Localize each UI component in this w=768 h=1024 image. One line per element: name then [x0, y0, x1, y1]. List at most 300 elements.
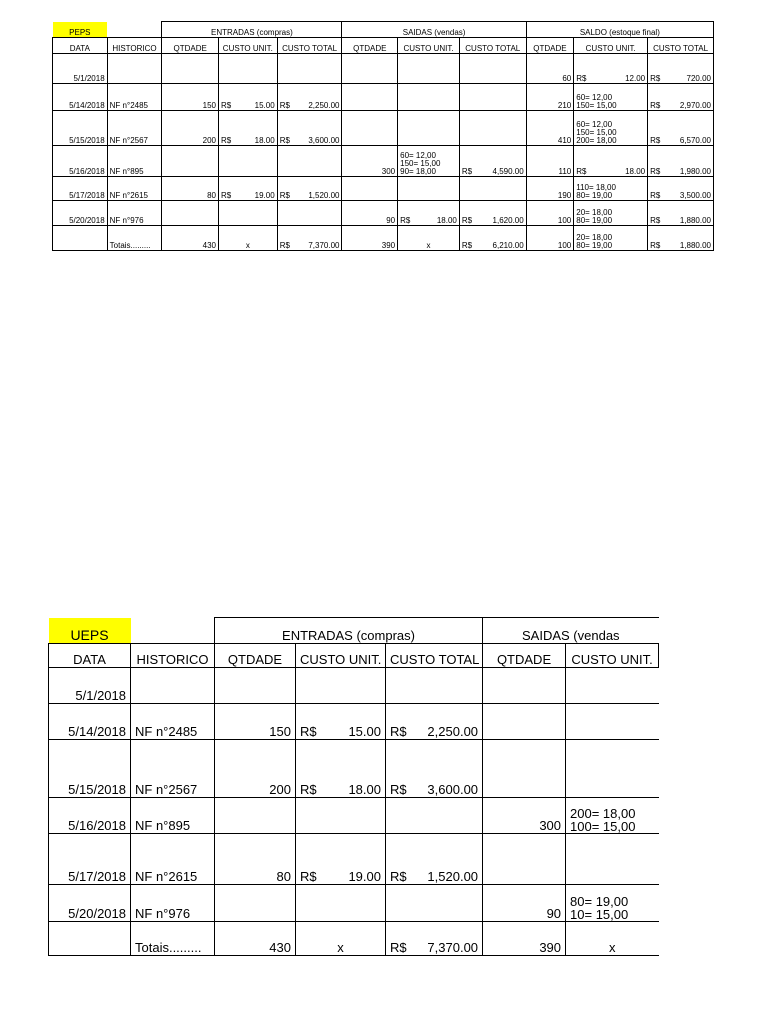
entrada-qtd-value: 150	[269, 724, 291, 739]
saldo-qtd-value: 110	[558, 167, 572, 176]
ueps-header-data: DATA	[49, 644, 131, 668]
entrada-unit-cell-value: 18.00	[254, 136, 275, 145]
entrada-total-cell-wrap	[280, 136, 340, 145]
entrada-total-cell	[277, 201, 342, 226]
currency-symbol: R$	[650, 74, 661, 83]
total-entrada-total-value: 7,370.00	[308, 241, 340, 250]
date-value: 5/17/2018	[69, 191, 105, 200]
total-saida-qtd	[342, 226, 398, 251]
total-saldo-qtd-value: 100	[557, 241, 572, 250]
saida-unit-cell	[398, 201, 460, 226]
currency-symbol: R$	[400, 216, 411, 225]
saida-qtd-cell	[483, 740, 566, 798]
saldo-qtd-cell	[526, 177, 574, 201]
historico-value: NF n°895	[135, 818, 191, 833]
currency-symbol: R$	[300, 724, 317, 739]
peps-header-qtdade: QTDADE	[342, 38, 398, 54]
historico-value: NF n°976	[109, 216, 144, 225]
saida-total-cell	[459, 54, 526, 84]
historico-cell	[131, 885, 215, 922]
entrada-qtd-value: 80	[276, 869, 291, 884]
currency-symbol: R$	[650, 167, 661, 176]
entrada-unit-cell	[218, 84, 277, 111]
entrada-qtd-value: 200	[202, 136, 216, 145]
total-entrada-unit-value: x	[245, 241, 250, 250]
entrada-qtd-value: 200	[269, 782, 291, 797]
total-saldo-total-wrap	[650, 241, 711, 250]
entrada-total-cell-value: 2,250.00	[427, 724, 479, 739]
saldo-total-cell-value: 2,970.00	[679, 101, 711, 110]
table-row	[53, 84, 714, 111]
entrada-qtd-cell	[162, 84, 219, 111]
date-value: 5/20/2018	[68, 906, 126, 921]
cost-layer-line: 80= 19,00	[576, 216, 613, 225]
cost-layer-line: 200= 18,00	[570, 806, 636, 821]
saida-qtd-cell	[483, 885, 566, 922]
saida-qtd-cell	[342, 201, 398, 226]
entrada-qtd-value: 150	[202, 101, 216, 110]
saldo-unit-cell-value: 18.00	[625, 167, 646, 176]
historico-cell	[131, 704, 215, 740]
cost-layer-line: 100= 15,00	[570, 819, 636, 834]
currency-symbol: R$	[576, 167, 587, 176]
saldo-qtd-value: 210	[557, 101, 572, 110]
peps-header-qtdade: QTDADE	[162, 38, 219, 54]
saldo-total-cell	[648, 201, 714, 226]
saldo-unit-cell	[574, 201, 648, 226]
entrada-qtd-cell	[215, 668, 296, 704]
peps-header-custo-unit: CUSTO UNIT.	[218, 38, 277, 54]
saida-unit-cell-value: 18.00	[436, 216, 457, 225]
entrada-total-cell-wrap	[390, 724, 478, 739]
saida-unit-cell-lines	[570, 807, 655, 833]
currency-symbol: R$	[279, 191, 290, 200]
date-cell	[49, 834, 131, 885]
total-entrada-unit	[218, 226, 277, 251]
ueps-body	[49, 668, 659, 956]
historico-cell	[131, 668, 215, 704]
currency-symbol: R$	[390, 940, 407, 955]
entrada-unit-cell	[296, 704, 386, 740]
total-saida-qtd-value: 390	[381, 241, 396, 250]
historico-cell	[131, 834, 215, 885]
saida-unit-cell	[566, 885, 659, 922]
total-entrada-total-wrap	[390, 940, 478, 955]
total-entrada-qtd	[215, 922, 296, 956]
saldo-total-cell-wrap	[650, 191, 711, 200]
currency-symbol: R$	[461, 241, 473, 250]
total-entrada-qtd-value: 430	[269, 940, 291, 955]
entrada-total-cell	[277, 146, 342, 177]
totals-label-cell	[107, 226, 162, 251]
entrada-unit-cell-value: 19.00	[254, 191, 275, 200]
entrada-total-cell	[386, 704, 483, 740]
saldo-unit-cell-lines	[576, 184, 645, 200]
saldo-unit-cell	[574, 84, 648, 111]
saldo-unit-cell-lines	[576, 121, 645, 145]
saldo-qtd-cell	[526, 146, 574, 177]
historico-cell	[107, 111, 162, 146]
entrada-total-cell	[386, 798, 483, 834]
date-value: 5/15/2018	[68, 782, 126, 797]
saida-qtd-value: 300	[381, 167, 396, 176]
saida-qtd-cell	[483, 668, 566, 704]
saldo-unit-cell-value: 12.00	[625, 74, 646, 83]
total-entrada-total	[386, 922, 483, 956]
historico-value: NF n°2567	[135, 782, 198, 797]
currency-symbol: R$	[279, 241, 290, 250]
total-saida-total-value: 6,210.00	[492, 241, 524, 250]
peps-header-custo-total: CUSTO TOTAL	[648, 38, 714, 54]
saldo-qtd-cell	[526, 111, 574, 146]
entrada-unit-cell-wrap	[300, 724, 381, 739]
saldo-qtd-value: 190	[557, 191, 572, 200]
saida-qtd-value: 90	[386, 216, 396, 225]
table-row	[49, 834, 659, 885]
currency-symbol: R$	[220, 191, 232, 200]
peps-header-custo-unit: CUSTO UNIT.	[398, 38, 460, 54]
date-value: 5/14/2018	[69, 101, 105, 110]
total-entrada-unit	[296, 922, 386, 956]
currency-symbol: R$	[300, 869, 317, 884]
date-value: 5/16/2018	[68, 818, 126, 833]
peps-header-custo-total: CUSTO TOTAL	[277, 38, 342, 54]
entrada-qtd-cell	[215, 798, 296, 834]
entrada-unit-cell-wrap	[221, 191, 275, 200]
saida-qtd-cell	[483, 834, 566, 885]
saldo-unit-cell	[574, 146, 648, 177]
saldo-qtd-value: 60	[562, 74, 572, 83]
entrada-total-cell	[277, 54, 342, 84]
entrada-unit-cell	[218, 146, 277, 177]
historico-cell	[131, 798, 215, 834]
saida-qtd-value: 300	[539, 818, 562, 833]
cost-layer-line: 10= 15,00	[570, 907, 629, 922]
historico-cell	[131, 740, 215, 798]
cost-layer-line: 150= 15,00	[576, 128, 617, 137]
saldo-qtd-cell	[526, 54, 574, 84]
entrada-total-cell	[277, 84, 342, 111]
entrada-total-cell-wrap	[390, 869, 478, 884]
entrada-unit-cell	[296, 740, 386, 798]
date-cell	[49, 798, 131, 834]
saida-qtd-cell	[342, 111, 398, 146]
currency-symbol: R$	[279, 101, 290, 110]
entrada-unit-cell-wrap	[300, 869, 381, 884]
saida-qtd-cell	[342, 84, 398, 111]
saida-qtd-cell	[483, 798, 566, 834]
entrada-total-cell-value: 2,250.00	[308, 101, 340, 110]
currency-symbol: R$	[461, 216, 473, 225]
currency-symbol: R$	[650, 216, 661, 225]
entrada-qtd-cell	[162, 54, 219, 84]
totals-label: Totais.........	[135, 940, 202, 955]
date-cell	[49, 885, 131, 922]
saida-qtd-cell	[342, 146, 398, 177]
saldo-total-cell	[648, 177, 714, 201]
ueps-header-custo-unit: CUSTO UNIT.	[296, 644, 386, 668]
entrada-qtd-cell	[215, 885, 296, 922]
total-saldo-total	[648, 226, 714, 251]
saldo-qtd-cell	[526, 84, 574, 111]
currency-symbol: R$	[650, 191, 661, 200]
entrada-qtd-cell	[162, 146, 219, 177]
total-saldo-unit	[574, 226, 648, 251]
saida-unit-cell-lines	[400, 152, 457, 176]
cost-layer-line: 80= 19,00	[576, 191, 613, 200]
total-saldo-qtd	[526, 226, 574, 251]
date-value: 5/17/2018	[68, 869, 126, 884]
entrada-qtd-cell	[162, 177, 219, 201]
saldo-unit-cell	[574, 54, 648, 84]
saldo-total-cell-wrap	[650, 216, 711, 225]
saida-unit-cell	[398, 84, 460, 111]
cost-layer-line: 60= 12,00	[576, 120, 613, 129]
saldo-total-cell-value: 720.00	[686, 74, 711, 83]
entrada-unit-cell	[218, 201, 277, 226]
historico-value: NF n°895	[109, 167, 144, 176]
table-row	[53, 201, 714, 226]
entrada-total-cell	[277, 111, 342, 146]
currency-symbol: R$	[279, 136, 290, 145]
historico-cell	[107, 84, 162, 111]
entrada-qtd-cell	[162, 201, 219, 226]
saldo-total-cell	[648, 111, 714, 146]
historico-cell	[107, 146, 162, 177]
ueps-header-custo-unit: CUSTO UNIT.	[566, 644, 659, 668]
totals-row	[53, 226, 714, 251]
cost-layer-line: 110= 18,00	[576, 183, 616, 192]
cost-layer-line: 20= 18,00	[576, 233, 613, 242]
saida-total-cell-wrap	[462, 216, 524, 225]
currency-symbol: R$	[390, 782, 407, 797]
table-row	[49, 704, 659, 740]
historico-value: NF n°976	[135, 906, 191, 921]
ueps-group-entradas: ENTRADAS (compras)	[215, 618, 483, 644]
saida-qtd-cell	[342, 54, 398, 84]
entrada-total-cell	[386, 668, 483, 704]
saida-unit-cell	[398, 54, 460, 84]
currency-symbol: R$	[461, 167, 473, 176]
ueps-header-qtdade: QTDADE	[483, 644, 566, 668]
cost-layer-line: 80= 19,00	[576, 241, 613, 250]
peps-header-data: DATA	[53, 38, 108, 54]
saldo-total-cell-value: 3,500.00	[679, 191, 711, 200]
entrada-unit-cell	[296, 668, 386, 704]
entrada-qtd-cell	[215, 834, 296, 885]
entrada-unit-cell-wrap	[300, 782, 381, 797]
historico-cell	[107, 54, 162, 84]
total-entrada-total	[277, 226, 342, 251]
date-value: 5/16/2018	[69, 167, 105, 176]
saida-unit-cell	[398, 111, 460, 146]
ueps-group-saidas: SAIDAS (vendas	[483, 618, 659, 644]
entrada-total-cell-wrap	[390, 782, 478, 797]
total-entrada-unit-value: x	[337, 940, 344, 955]
saldo-unit-cell	[574, 177, 648, 201]
date-cell	[53, 177, 108, 201]
date-value: 5/1/2018	[73, 74, 105, 83]
cost-layer-line: 20= 18,00	[576, 208, 613, 217]
saldo-total-cell-wrap	[650, 167, 711, 176]
date-value: 5/1/2018	[75, 688, 126, 703]
saldo-total-cell-wrap	[650, 101, 711, 110]
date-value: 5/15/2018	[69, 136, 105, 145]
entrada-unit-cell-wrap	[221, 101, 275, 110]
currency-symbol: R$	[220, 101, 232, 110]
saida-unit-cell	[566, 740, 659, 798]
entrada-total-cell	[386, 740, 483, 798]
entrada-total-cell-wrap	[280, 191, 340, 200]
entrada-total-cell	[277, 177, 342, 201]
saida-unit-cell	[566, 704, 659, 740]
entrada-unit-cell	[218, 54, 277, 84]
saida-total-cell	[459, 84, 526, 111]
entrada-unit-cell	[218, 177, 277, 201]
entrada-total-cell-value: 3,600.00	[427, 782, 479, 797]
saida-qtd-value: 90	[546, 906, 562, 921]
entrada-total-cell	[386, 885, 483, 922]
saida-unit-cell	[566, 834, 659, 885]
saida-unit-cell	[566, 668, 659, 704]
saldo-qtd-value: 100	[557, 216, 572, 225]
total-saida-qtd-value: 390	[539, 940, 562, 955]
saldo-total-cell-value: 1,980.00	[679, 167, 711, 176]
saldo-unit-cell-wrap	[576, 167, 645, 176]
saida-total-cell	[459, 177, 526, 201]
peps-header-custo-total: CUSTO TOTAL	[459, 38, 526, 54]
entrada-unit-cell	[296, 885, 386, 922]
entrada-qtd-cell	[215, 740, 296, 798]
entrada-qtd-cell	[215, 704, 296, 740]
empty-cell	[53, 226, 108, 251]
entrada-unit-cell-value: 18.00	[348, 782, 381, 797]
entrada-total-cell-value: 1,520.00	[427, 869, 479, 884]
historico-value: NF n°2485	[135, 724, 198, 739]
date-cell	[49, 740, 131, 798]
table-row	[53, 177, 714, 201]
cost-layer-line: 90= 18,00	[400, 167, 436, 176]
entrada-unit-cell-value: 15.00	[348, 724, 381, 739]
total-saldo-total-value: 1,880.00	[679, 241, 711, 250]
entrada-total-cell-wrap	[280, 101, 340, 110]
historico-value: NF n°2615	[109, 191, 148, 200]
currency-symbol: R$	[650, 101, 661, 110]
entrada-total-cell-value: 1,520.00	[308, 191, 340, 200]
total-saida-unit	[398, 226, 460, 251]
historico-cell	[107, 177, 162, 201]
total-entrada-qtd-value: 430	[202, 241, 216, 250]
total-entrada-qtd	[162, 226, 219, 251]
currency-symbol: R$	[650, 241, 661, 250]
date-cell	[49, 668, 131, 704]
ueps-header-historico: HISTORICO	[131, 644, 215, 668]
cost-layer-line: 200= 18,00	[576, 136, 617, 145]
saida-unit-cell	[566, 798, 659, 834]
saida-unit-cell	[398, 177, 460, 201]
saldo-unit-cell-lines	[576, 209, 645, 225]
date-value: 5/20/2018	[69, 216, 105, 225]
peps-body	[53, 54, 714, 251]
date-cell	[53, 111, 108, 146]
saldo-unit-cell	[574, 111, 648, 146]
peps-group-saldo: SALDO (estoque final)	[526, 22, 713, 38]
date-cell	[53, 54, 108, 84]
saldo-total-cell	[648, 146, 714, 177]
saida-total-cell	[459, 146, 526, 177]
saida-total-cell-wrap	[462, 167, 524, 176]
table-row	[49, 668, 659, 704]
entrada-qtd-value: 80	[207, 191, 216, 200]
date-value: 5/14/2018	[68, 724, 126, 739]
saida-unit-cell-wrap	[400, 216, 457, 225]
saida-unit-cell-lines	[570, 895, 655, 921]
cost-layer-line: 80= 19,00	[570, 894, 629, 909]
currency-symbol: R$	[300, 782, 317, 797]
empty-cell	[49, 922, 131, 956]
saldo-total-cell-value: 6,570.00	[679, 136, 711, 145]
saldo-total-cell-wrap	[650, 74, 711, 83]
total-saida-qtd	[483, 922, 566, 956]
date-cell	[53, 146, 108, 177]
total-saida-unit-value: x	[609, 940, 616, 955]
cost-layer-line: 60= 12,00	[400, 151, 436, 160]
total-saida-total-wrap	[462, 241, 524, 250]
entrada-unit-cell-wrap	[221, 136, 275, 145]
saida-total-cell-value: 4,590.00	[492, 167, 524, 176]
entrada-unit-cell-value: 15.00	[254, 101, 275, 110]
saldo-qtd-value: 410	[557, 136, 572, 145]
saida-qtd-cell	[342, 177, 398, 201]
saida-total-cell	[459, 111, 526, 146]
totals-label: Totais.........	[109, 241, 151, 250]
saldo-unit-cell-wrap	[576, 74, 645, 83]
saida-unit-cell	[398, 146, 460, 177]
entrada-qtd-cell	[162, 111, 219, 146]
historico-cell	[107, 201, 162, 226]
entrada-unit-cell-value: 19.00	[348, 869, 381, 884]
ueps-header-qtdade: QTDADE	[215, 644, 296, 668]
saida-total-cell-value: 1,620.00	[492, 216, 524, 225]
entrada-total-cell-value: 3,600.00	[308, 136, 340, 145]
total-saida-unit	[566, 922, 659, 956]
saldo-total-cell	[648, 54, 714, 84]
table-row	[53, 111, 714, 146]
currency-symbol: R$	[650, 136, 661, 145]
saida-qtd-cell	[483, 704, 566, 740]
entrada-unit-cell	[218, 111, 277, 146]
date-cell	[53, 201, 108, 226]
table-row	[49, 740, 659, 798]
saldo-total-cell	[648, 84, 714, 111]
saldo-total-cell-value: 1,880.00	[679, 216, 711, 225]
total-saldo-unit-lines	[576, 234, 645, 250]
cost-layer-line: 150= 15,00	[400, 159, 441, 168]
table-row	[53, 146, 714, 177]
currency-symbol: R$	[576, 74, 587, 83]
currency-symbol: R$	[220, 136, 232, 145]
total-entrada-total-wrap	[280, 241, 340, 250]
total-entrada-total-value: 7,370.00	[427, 940, 479, 955]
date-cell	[49, 704, 131, 740]
peps-table	[52, 21, 714, 251]
peps-group-entradas: ENTRADAS (compras)	[162, 22, 342, 38]
entrada-unit-cell	[296, 834, 386, 885]
peps-header-custo-unit: CUSTO UNIT.	[574, 38, 648, 54]
totals-row	[49, 922, 659, 956]
peps-header-qtdade: QTDADE	[526, 38, 574, 54]
total-saida-total	[459, 226, 526, 251]
